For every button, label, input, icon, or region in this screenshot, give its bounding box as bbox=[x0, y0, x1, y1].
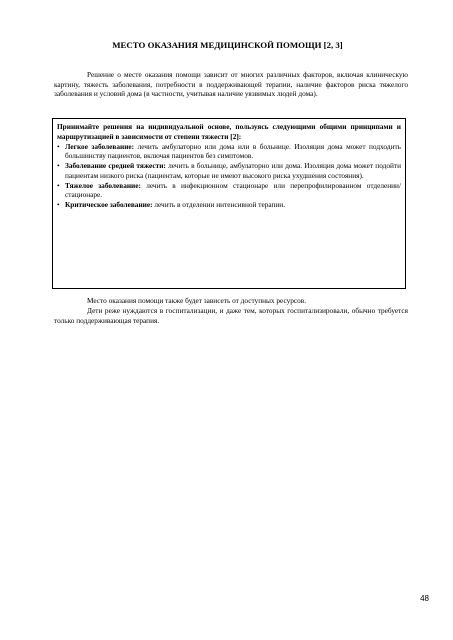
section-title: МЕСТО ОКАЗАНИЯ МЕДИЦИНСКОЙ ПОМОЩИ [2, 3] bbox=[112, 40, 343, 50]
list-item-term: Заболевание средней тяжести: bbox=[65, 161, 166, 171]
bullet-icon: • bbox=[57, 200, 60, 210]
list-item bbox=[57, 200, 401, 210]
list-item bbox=[57, 181, 401, 200]
list-item-term: Легкое заболевание: bbox=[65, 141, 135, 151]
children-paragraph: Дети реже нуждаются в госпитализации, и даже тем, которых госпитализировали, обычно требуется только поддерживающая терапия. bbox=[54, 306, 408, 325]
list-item-text: лечить в инфекционном стационаре или перепрофилированном отделении/стационаре. bbox=[65, 180, 401, 200]
list-item-term: Тяжелое заболевание: bbox=[65, 180, 141, 190]
list-item-term: Критическое заболевание: bbox=[65, 200, 153, 210]
bullet-icon: • bbox=[57, 161, 60, 171]
list-item-text: лечить в больнице, амбулаторно или дома. Изоляция дома может подойти пациентам низкого риска (пациентам, которые не имеют высокого риска ухудшения состояния). bbox=[65, 161, 401, 180]
list-item-text: лечить амбулаторно или дома или в больнице. Изоляция дома может подходить большинству пациентов, включая пациентов без симптомов. bbox=[65, 141, 401, 161]
list-item-text: лечить в отделении интенсивной терапии. bbox=[154, 200, 286, 210]
list-item bbox=[57, 161, 401, 180]
page-number: 48 bbox=[420, 594, 429, 603]
resources-paragraph: Место оказания помощи также будет зависеть от доступных ресурсов. bbox=[87, 296, 307, 305]
bullet-icon: • bbox=[57, 141, 60, 151]
principles-heading: Принимайте решения на индивидуальной основе, пользуясь следующими общими принципами и маршрутизацией в зависимости от степени тяжести [2]: bbox=[57, 122, 401, 141]
principles-box bbox=[52, 118, 406, 289]
intro-paragraph: Решение о месте оказания помощи зависит от многих различных факторов, включая клиническую картину, тяжесть заболевания, потребности в поддерживающей терапии, наличие факторов риска тяжелого заболевания и условий дома (в частности, учитывая наличие уязвимых людей дома). bbox=[54, 70, 408, 99]
severity-list bbox=[57, 142, 401, 210]
list-item bbox=[57, 142, 401, 161]
bullet-icon: • bbox=[57, 180, 60, 190]
